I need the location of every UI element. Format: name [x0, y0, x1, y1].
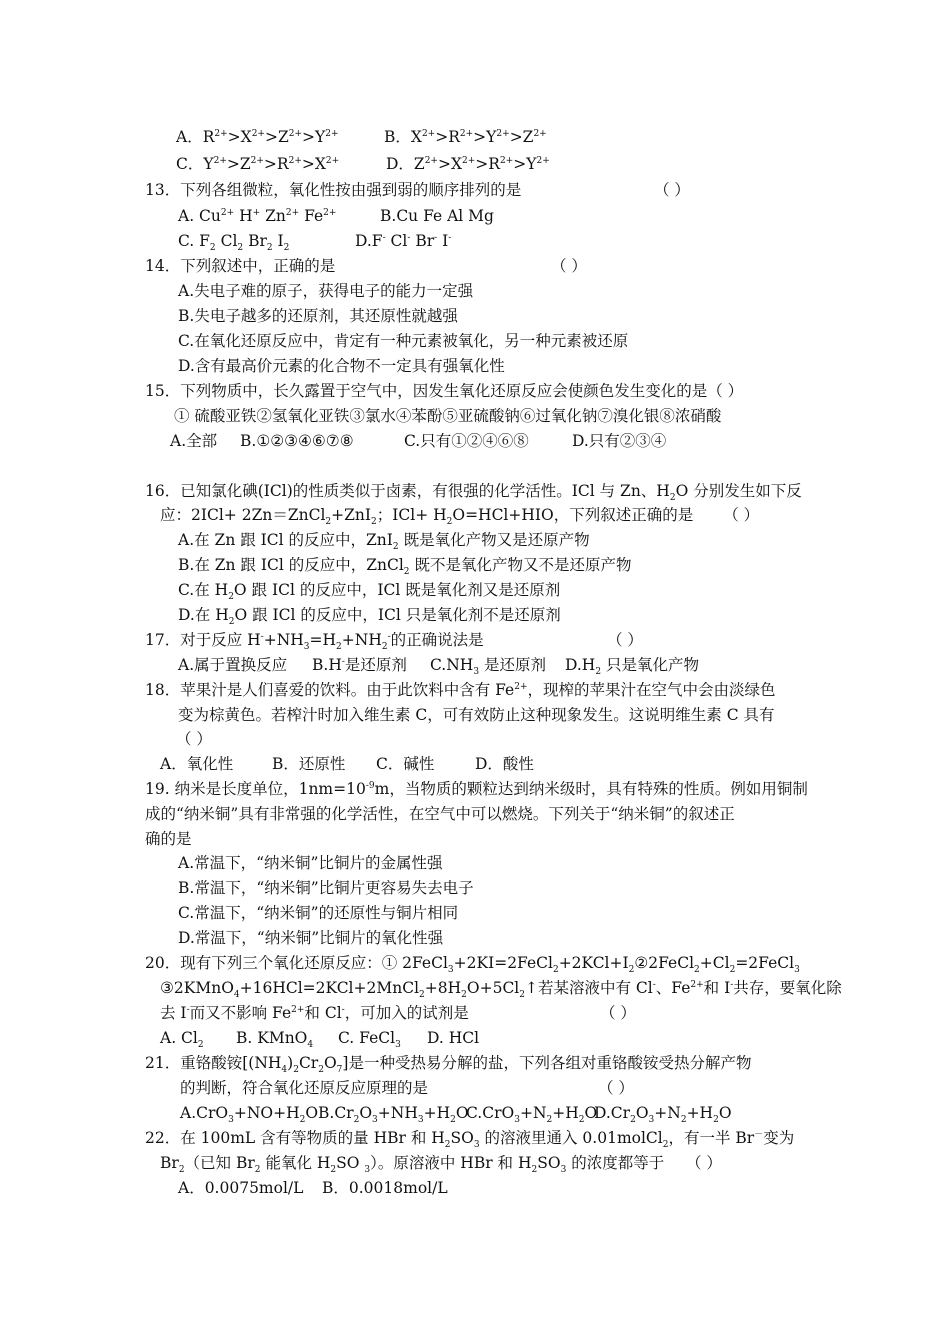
q14-stem: 14．下列叙述中，正确的是 [145, 257, 336, 275]
q18-stem-line1: 18．苹果汁是人们喜爱的饮料。由于此饮料中含有 $Fe^{2+}$，现榨的苹果汁在空气中会由淡绿色 [145, 681, 776, 699]
q14-answer-paren: （ ） [551, 257, 587, 275]
q21-answer-paren: （ ） [598, 1079, 634, 1097]
q20-stem-line2: $③2KMnO_4+16HCl=2KCl+2MnCl_2+8H_2O+5Cl_2↑$若某溶液中有 Cl-、$Fe^{2+}$和 I-共存，要氧化除 [160, 979, 842, 1001]
q14-option-d: D.含有最高价元素的化合物不一定具有强氧化性 [178, 357, 505, 375]
q12-option-c: C．$Y^{2+}>Z^{2+}>R^{2+}>X^{2+}$ [176, 155, 340, 173]
q18-option-d: D．酸性 [475, 755, 534, 773]
q13-option-d: D.F- Cl- Br- I- [355, 232, 452, 250]
q17-option-a: A.属于置换反应 [178, 656, 288, 674]
q16-stem-line1: 16．已知氯化碘(ICl)的性质类似于卤素，有很强的化学活性。ICl 与 Zn、$H_2O$ 分别发生如下反 [145, 482, 802, 504]
q21-option-b: $B.Cr_2O_3+NH_3+H_2O$ [318, 1104, 469, 1126]
q19-stem-line2: 成的“纳米铜”具有非常强的化学活性，在空气中可以燃烧。下列关于“纳米铜”的叙述正 [145, 805, 735, 823]
q20-answer-paren: （ ） [600, 1004, 636, 1022]
q17-answer-paren: （ ） [607, 631, 643, 649]
q13-option-c: C. $F_2$ $Cl_2$ $Br_2$ $I_2$ [178, 232, 290, 254]
q22-option-b: B．0.0018mol/L [322, 1179, 448, 1197]
q21-option-a: $A.CrO_3+NO+H_2O$ [180, 1104, 319, 1126]
q14-option-b: B.失电子越多的还原剂，其还原性就越强 [178, 307, 458, 325]
q14-option-a: A.失电子难的原子，获得电子的能力一定强 [178, 282, 474, 300]
q15-option-d: D.只有②③④ [572, 432, 667, 450]
q16-option-b: B.在 Zn 跟 ICl 的反应中，ZnCl$_2$ 既不是氧化产物又不是还原产物 [178, 556, 632, 578]
q15-items: ① 硫酸亚铁②氢氧化亚铁③氯水④苯酚⑤亚硫酸钠⑥过氧化钠⑦溴化银⑧浓硝酸 [174, 407, 722, 425]
q20-option-a: A. $Cl_2$ [160, 1029, 204, 1051]
q18-option-c: C．碱性 [376, 755, 435, 773]
q20-stem-line3: 去 I-而又不影响 $Fe^{2+}$和 Cl-，可加入的试剂是 [160, 1004, 469, 1022]
q13-stem: 13．下列各组微粒，氧化性按由强到弱的顺序排列的是 [145, 181, 522, 199]
q19-stem-line1: 19. 纳米是长度单位，$1nm=10^{-9}m$，当物质的颗粒达到纳米级时，具有特殊的性质。例如用铜制 [145, 780, 808, 798]
q15-stem: 15．下列物质中，长久露置于空气中，因发生氧化还原反应会使颜色发生变化的是（ ） [145, 382, 744, 400]
q13-option-b: B.Cu Fe Al Mg [380, 207, 494, 225]
q15-option-c: C.只有①②④⑥⑧ [404, 432, 529, 450]
q16-stem-line2: 应：2ICl+ 2Zn＝ZnCl$_2$+ZnI$_2$；$ICl+ H_2O=HCl+HIO$，下列叙述正确的是 （ ） [160, 506, 760, 528]
q13-answer-paren: （ ） [654, 181, 690, 199]
q12-option-a: A．$R^{2+}>X^{2+}>Z^{2+}>Y^{2+}$ [176, 128, 339, 146]
q12-option-b: B．$X^{2+}>R^{2+}>Y^{2+}>Z^{2+}$ [384, 128, 547, 146]
q17-option-d: $D.H_2$ 只是氧化产物 [565, 656, 699, 678]
q19-option-c: C.常温下，“纳米铜”的还原性与铜片相同 [178, 904, 459, 922]
q18-stem-line2: 变为棕黄色。若榨汁时加入维生素 C，可有效防止这种现象发生。这说明维生素 C 具有 [178, 706, 775, 724]
q21-stem-line2: 的判断，符合氧化还原反应原理的是 [180, 1079, 429, 1097]
q21-option-c: $C.CrO_3+N_2+H_2O$ [466, 1104, 598, 1126]
q16-option-d: D.在 $H_2O$ 跟 ICl 的反应中，ICl 只是氧化剂不是还原剂 [178, 606, 561, 628]
q22-stem-line2: $Br_2$（已知 $Br_2$ 能氧化 $H_2SO$ $_3$）。原溶液中 HBr 和 $H_2SO_3$ 的浓度都等于 [160, 1154, 665, 1176]
q15-option-a: A.全部 [170, 432, 218, 450]
q18-option-b: B．还原性 [272, 755, 346, 773]
q18-answer-paren: （ ） [176, 730, 212, 748]
q22-option-a: A．0.0075mol/L [178, 1179, 304, 1197]
q20-option-d: D. HCl [427, 1029, 480, 1047]
q16-option-a: A.在 Zn 跟 ICl 的反应中，ZnI$_2$ 既是氧化产物又是还原产物 [178, 531, 590, 553]
q17-option-b: B.H-是还原剂 [312, 656, 407, 674]
q12-option-d: D．$Z^{2+}>X^{2+}>R^{2+}>Y^{2+}$ [386, 155, 550, 173]
q18-option-a: A．氧化性 [160, 755, 234, 773]
q19-option-d: D.常温下，“纳米铜”比铜片的氧化性强 [178, 929, 444, 947]
q19-stem-line3: 确的是 [145, 830, 192, 848]
q17-stem: 17．对于反应 $H^-+NH_3=H_2+NH_2^-$的正确说法是 [145, 631, 484, 653]
q19-option-b: B.常温下，“纳米铜”比铜片更容易失去电子 [178, 879, 474, 897]
q21-option-d: $D.Cr_2O_3+N_2+H_2O$ [594, 1104, 732, 1126]
q22-stem-line1: 22．在 100mL 含有等物质的量 HBr 和 $H_2SO_3$ 的溶液里通入 0.01molCl$_2$，有一半 Br－变为 [145, 1129, 795, 1151]
q17-option-c: $C.NH_3$ 是还原剂 [430, 656, 546, 678]
q13-option-a: A. $Cu^{2+}$ H+ $Zn^{2+}$ $Fe^{2+}$ [178, 207, 337, 225]
q15-option-b: B.①②③④⑥⑦⑧ [240, 432, 354, 450]
q21-stem-line1: 21．重铬酸铵$[(NH_4)_2Cr_2O_7]$是一种受热易分解的盐，下列各组对重铬酸铵受热分解产物 [145, 1054, 752, 1076]
q20-stem-line1: 20．现有下列三个氧化还原反应：① $2FeCl_3+2KI=2FeCl_2+2KCl+I_2②2FeCl_2+Cl_2=2FeCl_3$ [145, 954, 800, 976]
q22-answer-paren: （ ） [686, 1154, 722, 1172]
q19-option-a: A.常温下，“纳米铜”比铜片的金属性强 [178, 854, 443, 872]
q14-option-c: C.在氧化还原反应中，肯定有一种元素被氧化，另一种元素被还原 [178, 332, 629, 350]
q16-option-c: C.在 $H_2O$ 跟 ICl 的反应中，ICl 既是氧化剂又是还原剂 [178, 581, 561, 603]
q20-option-b: B. KMnO$_4$ [236, 1029, 314, 1051]
q20-option-c: C. FeCl$_3$ [338, 1029, 401, 1051]
